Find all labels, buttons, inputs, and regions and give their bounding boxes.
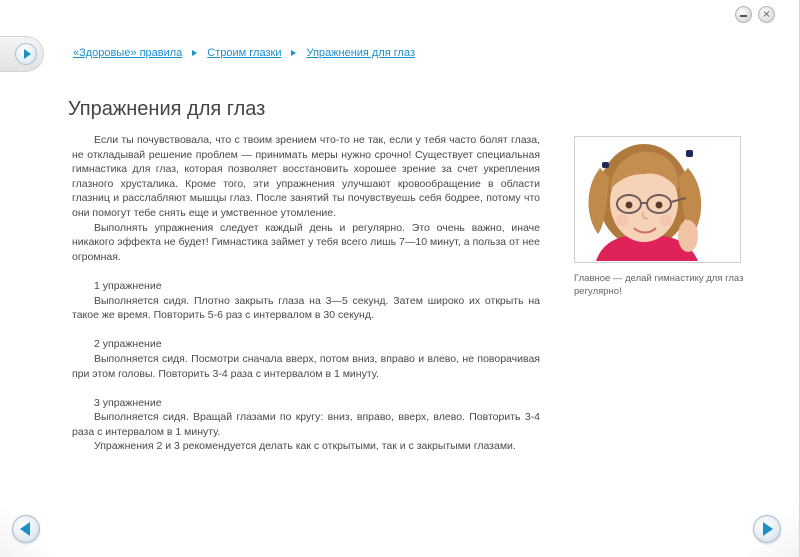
breadcrumb-separator-icon xyxy=(291,50,296,56)
exercise-block xyxy=(72,396,540,440)
arrow-right-icon xyxy=(763,522,773,536)
expand-menu-button[interactable] xyxy=(15,43,37,65)
exercise-text: Выполняется сидя. Посмотри сначала вверх, потом вниз, вправо и влево, не поворачивая при этом головы. Повторить 3-4 раза с интервалом в 1 минуту. xyxy=(72,352,540,380)
breadcrumb-link-current[interactable]: Упражнения для глаз xyxy=(306,47,416,59)
exercise-heading: 2 упражнение xyxy=(94,338,162,351)
side-menu-tab[interactable] xyxy=(0,36,44,72)
breadcrumb-link-rules[interactable]: «Здоровые» правила xyxy=(73,47,183,59)
minimize-button[interactable] xyxy=(735,6,752,23)
article-paragraph: Выполнять упражнения следует каждый день и регулярно. Это очень важно, иначе никакого эффекта не будет! Гимнастика займет у тебя всего лишь 7—10 минут, а польза от нее огромная. xyxy=(72,221,540,263)
girl-with-glasses-photo xyxy=(576,138,739,261)
article-paragraph: Если ты почувствовала, что с твоим зрением что-то не так, если у тебя часто болят глаза, не откладывай решение проблем — принимать меры нужно срочно! Существует специальная гимнастика для глаз, которая позволяет восстановить хорошее зрение за счет укрепления глазного хрусталика. Кроме того, эти упражнения улучшают кровообращение в области глазниц и расслабляют мышцы глаз. После занятий ты почувствуешь себя бодрее, потому что они помогут тебе снять еще и умственное утомление. xyxy=(72,134,540,219)
exercise-text: Выполняется сидя. Плотно закрыть глаза на 3—5 секунд. Затем широко их открыть на такое же время. Повторить 5-6 раз с интервалом в 30 секунд. xyxy=(72,294,540,322)
article-body xyxy=(72,133,540,454)
photo-frame xyxy=(574,136,741,263)
arrow-left-icon xyxy=(20,522,30,536)
close-icon: × xyxy=(762,8,771,20)
exercise-block xyxy=(72,279,540,323)
breadcrumb-separator-icon xyxy=(192,50,197,56)
arrow-right-icon xyxy=(24,49,31,59)
minimize-icon xyxy=(740,15,747,17)
breadcrumb-link-eyes[interactable]: Строим глазки xyxy=(207,47,282,59)
exercise-heading: 3 упражнение xyxy=(94,396,162,409)
window-controls xyxy=(735,6,775,23)
article-paragraph: Упражнения 2 и 3 рекомендуется делать как с открытыми, так и с закрытыми глазами. xyxy=(94,440,516,453)
page-title: Упражнения для глаз xyxy=(68,98,266,120)
exercise-heading: 1 упражнение xyxy=(94,279,162,292)
exercise-text: Выполняется сидя. Вращай глазами по кругу: вниз, вправо, вверх, влево. Повторить 3-4 раза с интервалом в 1 минуту. xyxy=(72,411,540,438)
photo-caption: Главное — делай гимнастику для глаз регулярно! xyxy=(574,273,744,297)
exercise-block xyxy=(72,337,540,381)
next-page-button[interactable] xyxy=(753,515,781,543)
photo-illustration xyxy=(576,138,739,261)
breadcrumb xyxy=(73,47,415,59)
previous-page-button[interactable] xyxy=(12,515,40,543)
close-button[interactable] xyxy=(758,6,775,23)
